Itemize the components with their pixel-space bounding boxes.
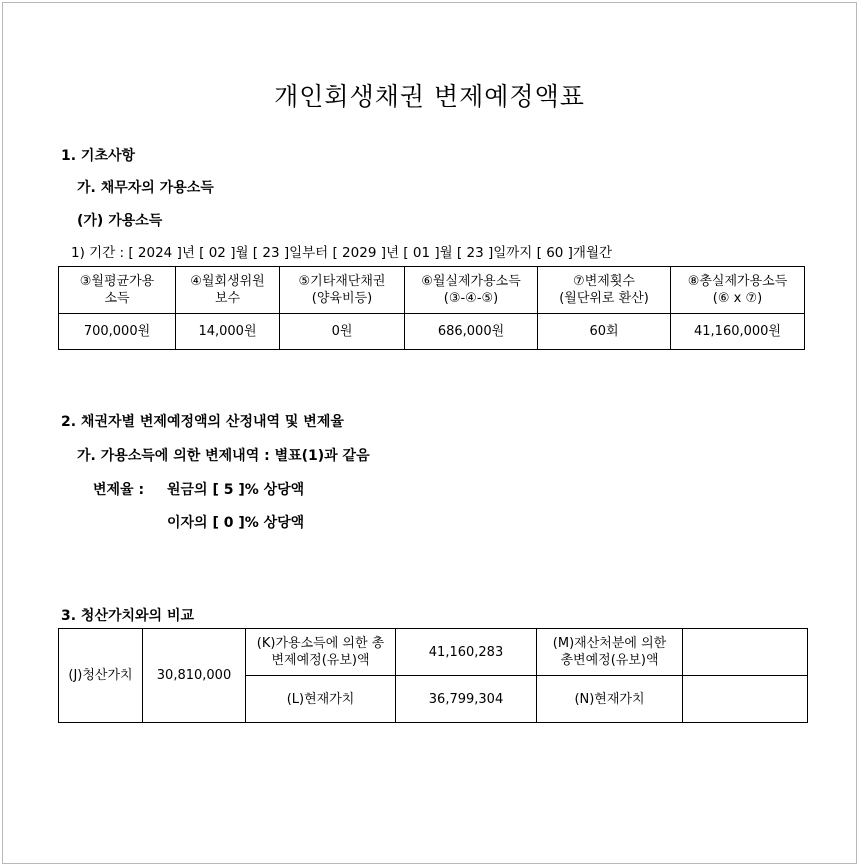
value-other-estate-claims: 0원 [280,314,405,350]
income-table-header-row [59,267,805,314]
header-trustee-fee: ④월회생위원 보수 [176,267,280,314]
principal-rate: 원금의 [ 5 ]% 상당액 [167,482,305,498]
liquidation-comparison-table [58,628,808,723]
document-page [2,2,857,864]
header-other-estate-claims: ⑤기타재단채권 (양육비등) [280,267,405,314]
page-title: 개인회생채권 변제예정액표 [274,82,585,111]
income-table [58,266,805,350]
comparison-row-1 [59,629,808,676]
value-payment-count: 60회 [538,314,671,350]
present-value-l-amount: 36,799,304 [396,676,537,723]
income-table-value-row [59,314,805,350]
header-monthly-avg-income: ③월평균가용 소득 [59,267,176,314]
section1-sub-ga: (가) 가용소득 [77,213,163,229]
liquidation-value-label: (J)청산가치 [59,629,143,723]
section3-heading: 3. 청산가치와의 비교 [61,608,194,624]
value-total-actual-income: 41,160,000원 [671,314,805,350]
header-total-actual-income: ⑧총실제가용소득 (⑥ x ⑦) [671,267,805,314]
asset-disposal-amount [683,629,808,676]
total-repayment-amount: 41,160,283 [396,629,537,676]
section1-sub-a: 가. 채무자의 가용소득 [77,180,214,196]
section1-heading: 1. 기초사항 [61,148,136,164]
present-value-l-label: (L)현재가치 [246,676,396,723]
header-payment-count: ⑦변제횟수 (월단위로 환산) [538,267,671,314]
repayment-rate-label: 변제율 : [93,482,145,498]
value-monthly-avg-income: 700,000원 [59,314,176,350]
header-monthly-actual-income: ⑥월실제가용소득 (③-④-⑤) [405,267,538,314]
present-value-n-label: (N)현재가치 [537,676,683,723]
section2-heading: 2. 채권자별 변제예정액의 산정내역 및 변제율 [61,414,344,430]
present-value-n-amount [683,676,808,723]
value-monthly-actual-income: 686,000원 [405,314,538,350]
liquidation-value-amount: 30,810,000 [143,629,246,723]
section2-sub-a: 가. 가용소득에 의한 변제내역 : 별표(1)과 같음 [77,448,370,464]
value-trustee-fee: 14,000원 [176,314,280,350]
total-repayment-label: (K)가용소득에 의한 총 변제예정(유보)액 [246,629,396,676]
interest-rate: 이자의 [ 0 ]% 상당액 [167,515,305,531]
asset-disposal-label: (M)재산처분에 의한 총변예정(유보)액 [537,629,683,676]
period-line: 1) 기간 : [ 2024 ]년 [ 02 ]월 [ 23 ]일부터 [ 2029 ]년 [ 01 ]월 [ 23 ]일까지 [ 60 ]개월간 [71,245,613,261]
